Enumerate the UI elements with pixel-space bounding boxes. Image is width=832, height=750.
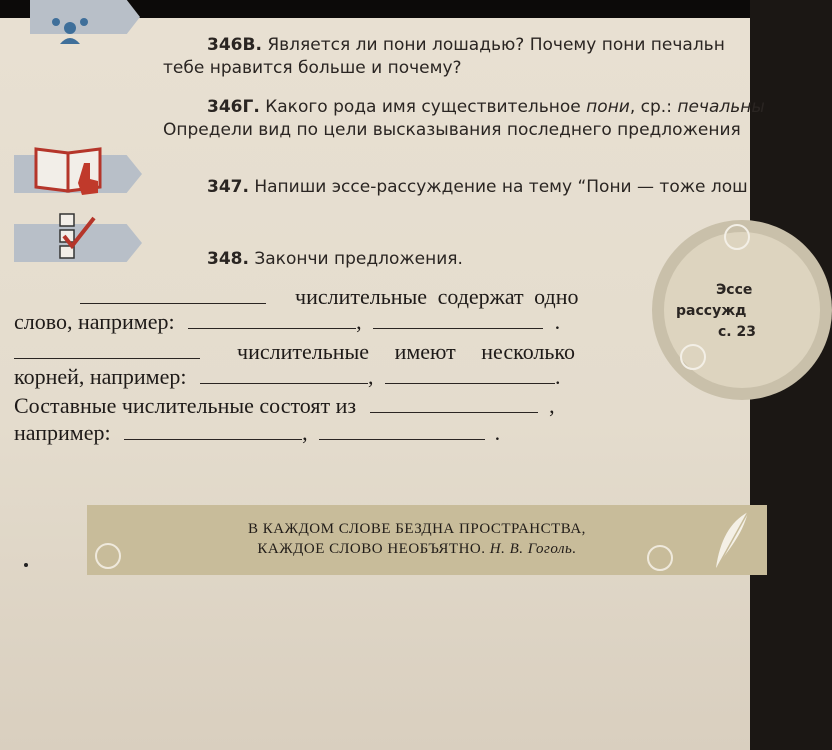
task-number: 347. — [207, 177, 249, 197]
task-text: Напиши эссе-рассуждение на тему “Пони — тоже лош — [254, 177, 748, 197]
feather-quill-icon — [712, 510, 750, 570]
quote-author: Н. В. Гоголь. — [489, 541, 577, 557]
task-number: 348. — [207, 249, 249, 269]
exercise-text: Составные числительные состоят из — [14, 393, 357, 418]
task-number: 346Г. — [207, 97, 260, 117]
swirl-ornament — [680, 344, 706, 370]
exercise-line-4 — [14, 364, 560, 390]
checklist-icon — [54, 210, 100, 266]
answer-blank[interactable] — [200, 365, 368, 384]
exercise-line-5 — [14, 393, 555, 419]
side-note-line1: Эссе — [716, 282, 753, 298]
quote-band — [87, 505, 767, 575]
open-book-hand-icon — [32, 145, 108, 197]
task-text: Закончи предложения. — [254, 249, 463, 269]
exercise-text: например: — [14, 420, 111, 445]
punctuation: . — [554, 309, 561, 334]
exercise-text: слово, например: — [14, 309, 175, 334]
punctuation: , — [367, 364, 374, 389]
task-346g-line1 — [207, 96, 765, 118]
task-text: , ср.: — [629, 97, 678, 117]
quote-text: КАЖДОЕ СЛОВО НЕОБЪЯТНО. — [257, 541, 486, 557]
answer-blank[interactable] — [319, 421, 485, 440]
task-text-italic: пони — [586, 97, 630, 117]
side-note-line3: с. 23 — [718, 324, 756, 340]
stray-dot — [24, 563, 28, 567]
swirl-ornament — [724, 224, 750, 250]
task-text-italic: печальны — [677, 97, 765, 117]
punctuation: , — [302, 420, 308, 445]
punctuation: . — [554, 364, 561, 389]
exercise-line-2 — [14, 309, 560, 335]
answer-blank[interactable] — [14, 340, 200, 359]
exercise-line-3 — [14, 339, 575, 365]
exercise-text: корней, например: — [14, 364, 187, 389]
exercise-line-6 — [14, 420, 500, 446]
exercise-text: числительные содержат одно — [295, 284, 579, 309]
answer-blank[interactable] — [370, 394, 538, 413]
answer-blank[interactable] — [124, 421, 302, 440]
task-346v-line1 — [207, 34, 725, 56]
side-note-line2: рассужд — [676, 303, 747, 319]
punctuation: , — [549, 393, 555, 418]
exercise-line-1 — [80, 284, 579, 310]
answer-blank[interactable] — [385, 365, 555, 384]
answer-blank[interactable] — [373, 310, 543, 329]
quote-line-1: В КАЖДОМ СЛОВЕ БЕЗДНА ПРОСТРАНСТВА, — [248, 521, 586, 537]
task-number: 346В. — [207, 35, 262, 55]
quote-line-2 — [77, 541, 757, 558]
task-text: Является ли пони лошадью? Почему пони печальн — [267, 35, 725, 55]
answer-blank[interactable] — [188, 310, 356, 329]
task-347 — [207, 176, 748, 198]
task-346g-line2: Определи вид по цели высказывания последнего предложения — [163, 120, 741, 140]
answer-blank[interactable] — [80, 285, 266, 304]
punctuation: , — [356, 309, 362, 334]
punctuation: . — [494, 420, 501, 445]
task-346v-line2: тебе нравится больше и почему? — [163, 58, 462, 78]
people-group-icon — [48, 8, 92, 44]
exercise-text: числительные имеют несколько — [237, 339, 575, 364]
task-text: Какого рода имя существительное — [265, 97, 587, 117]
task-348 — [207, 248, 463, 270]
